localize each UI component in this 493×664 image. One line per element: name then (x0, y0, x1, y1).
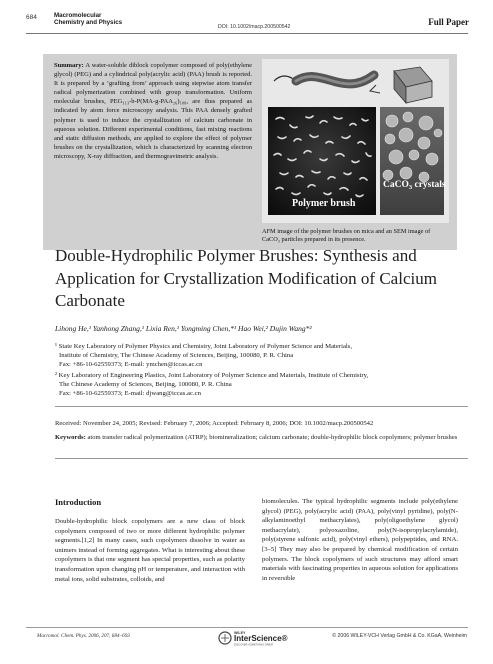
figure-label-polymer-brush: Polymer brush (292, 198, 356, 209)
wiley-interscience-logo (218, 629, 308, 647)
footer-citation: Macromol. Chem. Phys. 2006, 207, 684–693 (37, 633, 130, 639)
logo-wiley: WILEY (234, 631, 246, 635)
logo-interscience: InterScience® (234, 634, 288, 643)
summary-text (54, 61, 252, 161)
keywords-label: Keywords: (55, 434, 86, 441)
body-column-right: biomolecules. The typical hydrophilic segments include poly(ethylene glycol) (PEG), poly(acrylic acid) (PAA), poly(vinyl pyridine), poly(N-alkylaminoethyl methacrylates), poly(oligoethylene glycol) methacrylate), polyoxazoline, poly(N-isopropylacrylamide), poly(styrene sulfonic acid), poly(vinyl ethers), polypeptides, and RNA.[3–5] They may also be prepared by chemical modification of certain polymers. The block copolymers of such structures may afford smart materials with fascinating properties in aqueous solution for applications in reversible (262, 498, 458, 582)
graphical-abstract-image (262, 59, 449, 223)
graphical-abstract-svg (262, 59, 449, 223)
figure-caption: AFM image of the polymer brushes on mica and an SEM image of CaCO₃ particles prepared in its presence. (262, 228, 431, 243)
caco3-suffix: crystals (412, 180, 446, 190)
logo-tagline: DISCOVER SOMETHING GREAT (234, 643, 274, 647)
affiliation-1 (55, 342, 475, 370)
page-number: 684 (26, 14, 37, 21)
keywords-divider (55, 458, 468, 459)
caco3-prefix: CaCO (383, 180, 409, 190)
header-divider (26, 33, 468, 34)
header-doi: DOI: 10.1002/macp.200500542 (218, 24, 291, 30)
affiliation-2 (55, 371, 475, 399)
affiliation-2-line3: Fax: +86-10-62559373; E-mail: djwang@iccas.ac.cn (59, 390, 201, 398)
interscience-logo-svg (218, 629, 308, 647)
affiliation-2-line1: ² Key Laboratory of Engineering Plastics, Joint Laboratory of Polymer Science and Materials, Institute of Chemistry, (55, 372, 369, 379)
figure-label-caco3 (383, 180, 446, 191)
journal-name-line2: Chemistry and Physics (54, 19, 123, 27)
authors: Lihong He,¹ Yanhong Zhang,¹ Lixia Ren,¹ Yongming Chen,*¹ Hao Wei,² Dujin Wang*² (55, 324, 312, 333)
article-title: Double-Hydrophilic Polymer Brushes: Synthesis and Application for Crystallization Modification of Calcium Carbonate (55, 246, 437, 310)
section-heading-introduction: Introduction (55, 497, 102, 507)
publication-dates: Received: November 24, 2005; Revised: February 7, 2006; Accepted: February 8, 2006; DOI: 10.1002/macp.200500542 (55, 420, 374, 427)
affiliation-1-line1: ¹ State Key Laboratory of Polymer Physics and Chemistry, Joint Laboratory of Polymer Science and Materials, (55, 343, 353, 350)
summary-body: A water-soluble diblock copolymer composed of poly(ethylene glycol) (PEG) and a cylindrical poly(acrylic acid) (PAA) brush is reported. It is prepared by a ‘grafting from’ approach using stepwise atom transfer radical polymerization combined with group transformation. Uniform molecular brushes, PEG₁₁₃-b-P(MA-g-PAA₂₆)₁₀₀, are thus prepared as indicated by atom force microscopy analysis. This PAA densely grafted polymer is used to induce the crystallization of calcium carbonate in aqueous solution. Different experimental conditions, fast mixing reactions and static diffusion methods, are applied to explore the effect of polymer brushes on the crystallization, which is characterized by scanning electron microscopy, X-ray diffraction, and thermogravimetric analysis. (54, 62, 252, 160)
affiliation-1-line2: Institute of Chemistry, The Chinese Academy of Sciences, Beijing, 100080, P. R. China (59, 352, 294, 360)
body-column-left: Double-hydrophilic block copolymers are a new class of block copolymers composed of two or more different hydrophilic polymer segments.[1,2] In many cases, such copolymers dissolve in water as unimers instead of forming aggregates. What is interesting about these copolymers is that one segment has special properties, such as polarity transformation upon changing pH or temperature, and interaction with metal ions, solid substrates, colloids, and (55, 518, 245, 583)
summary-label: Summary: (54, 62, 84, 69)
keywords-text: atom transfer radical polymerization (ATRP); biomineralization; calcium carbonate; double-hydrophilic block copolymers; polymer brushes (87, 434, 458, 441)
keywords (55, 433, 468, 442)
footer-divider (26, 627, 468, 628)
affiliation-1-line3: Fax: +86-10-62559373; E-mail: ymchen@iccas.ac.cn (59, 361, 203, 369)
metadata-divider (55, 406, 468, 407)
caco3-subscript: 3 (408, 184, 413, 191)
article-type: Full Paper (428, 17, 469, 27)
footer-copyright: © 2006 WILEY-VCH Verlag GmbH & Co. KGaA, Weinheim (332, 633, 467, 639)
journal-name-line1: Macromolecular (54, 12, 102, 19)
journal-name (54, 12, 122, 27)
affiliation-2-line2: The Chinese Academy of Sciences, Beijing, 100080, P. R. China (59, 381, 232, 389)
